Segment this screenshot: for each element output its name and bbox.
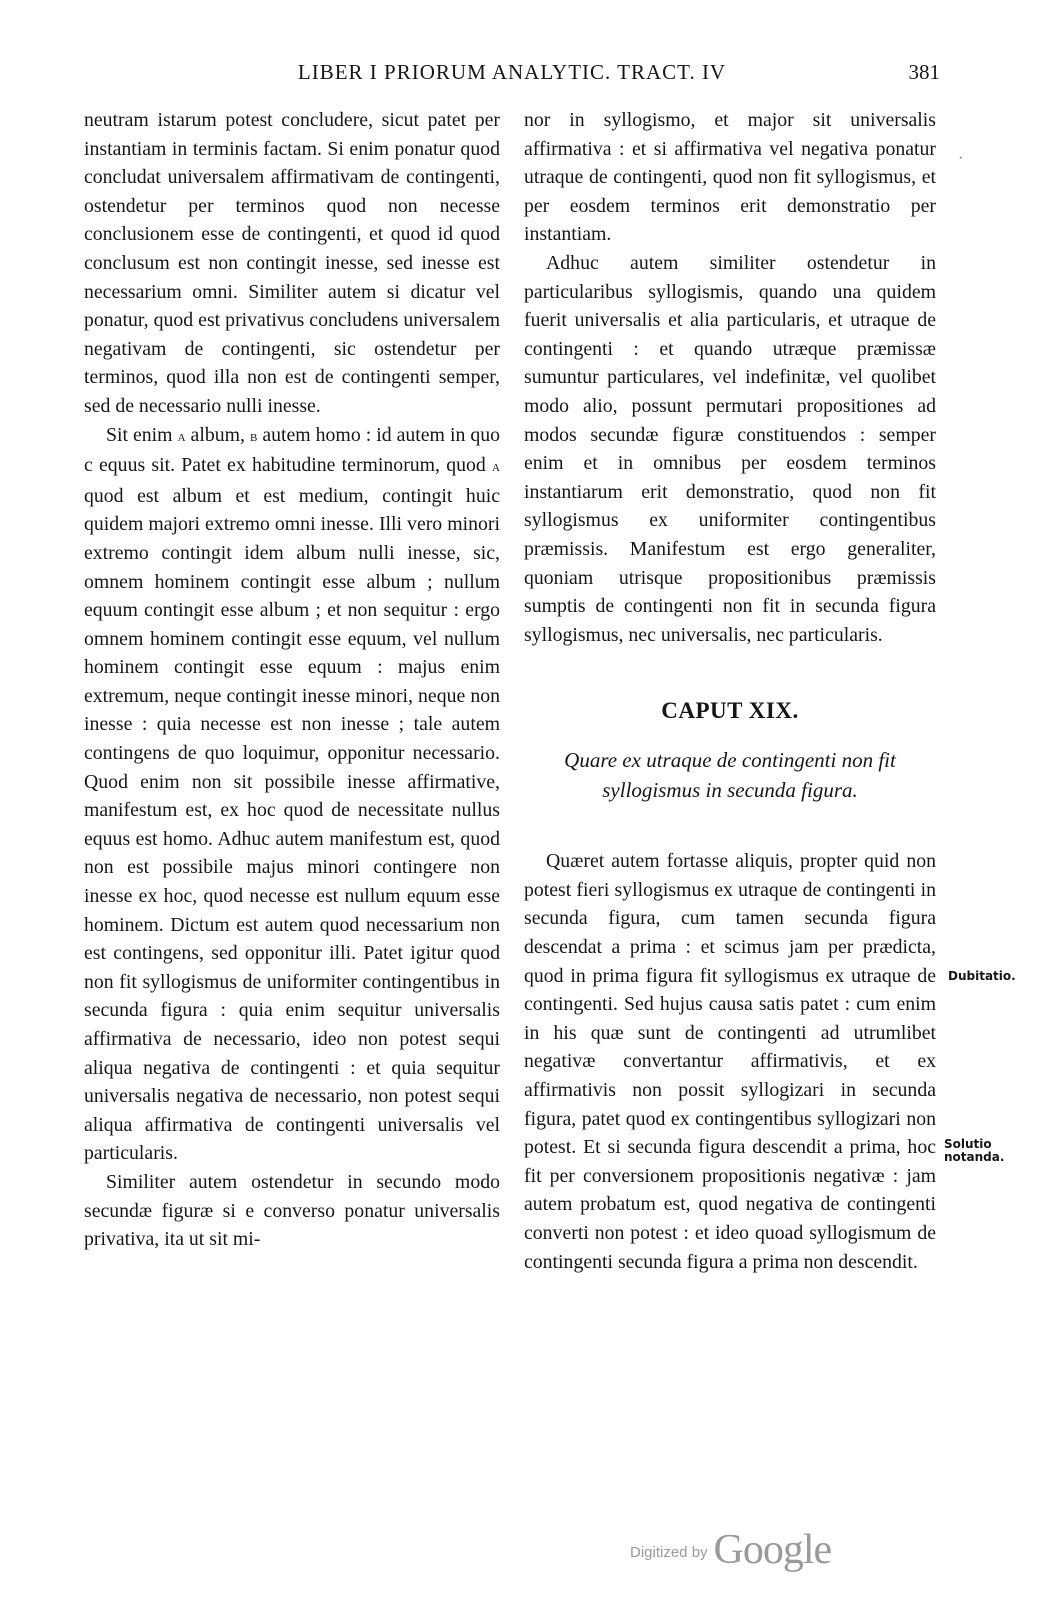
left-paragraph-2-text-c: autem homo : id autem in quo c equus sit. Patet ex habitudine terminorum, quod bbox=[84, 423, 501, 477]
term-a-label-2: a bbox=[492, 458, 500, 476]
right-paragraph-3: Quæret autem fortasse aliquis, propter quid non potest fieri syllogismus ex utraque de contingenti in secunda figura, cum tamen secunda figura descendat a prima : et scimus jam per prædicta, quod in prima figura fit syllogismus ex utraque de contingenti. Sed hujus causa satis patet : cum enim in his quæ sunt de contingenti ad utrumlibet negativæ convertantur affirmativis, et ex affirmativis non possit syllogizari in secunda figura, patet quod ex contingentibus syllogizari non potest. Et si secunda figura descendit a prima, hoc fit per conversionem propositionis negativæ : jam autem probatum est, quod negativa de contingenti converti non potest : et ideo quoad syllogismum de contingenti secunda figura a prima non descendit. bbox=[524, 850, 936, 1273]
page-number: 381 bbox=[908, 60, 940, 84]
stray-mark: · bbox=[958, 150, 964, 167]
right-column bbox=[524, 106, 936, 1276]
watermark-prefix: Digitized by bbox=[630, 1544, 708, 1561]
digitized-watermark bbox=[630, 1526, 831, 1574]
left-paragraph-2-text-d: quod est album et est medium, contingit huic quidem majori extremo omni inesse. Illi vero minori extremo contingit idem album nulli inesse, sic, omnem hominem contingit esse album ; nullum equum contingit esse album ; et non sequitur : ergo omnem hominem contingit esse equum, vel nullum hominem contingit esse equum : majus enim extremum, neque contingit inesse minori, neque non inesse : quia necesse est non inesse ; tale autem contingens de quo loquimur, opponitur necessario. Quod enim non sit possibile inesse affirmative, manifestum est, ex hoc quod de necessitate nullus equus est homo. Adhuc autem manifestum est, quod non est possibile majus minori contingere non inesse ex hoc, quod necesse est nullum equum esse hominem. Dictum est autem quod necessarium non est contingens, sed opponitur illi. Patet igitur quod non fit syllogismus de uniformiter contingentibus in secunda figura : quia enim sequitur universalis affirmativa de necessario, ideo non potest sequi aliqua negativa de contingenti : et quia sequitur universalis negativa de necessario, non potest sequi aliqua affirmativa de contingenti universalis vel particularis. bbox=[84, 484, 500, 1165]
chapter-title: CAPUT XIX. bbox=[661, 698, 799, 724]
right-paragraph-1: nor in syllogismo, et major sit universalis affirmativa : et si affirmativa vel negativa ponatur utraque de contingenti, quod non fit syllogismus, et per eosdem terminos erit demonstratio per instantiam. bbox=[524, 109, 936, 246]
term-b-label: b bbox=[249, 427, 258, 445]
left-paragraph-1: neutram istarum potest concludere, sicut patet per instantiam in terminis factam. Si enim ponatur quod concludat universalem affirmativam de contingenti, ostendetur per terminos quod non necesse conclusionem esse de contingenti, et quod id quod conclusum est non contingit inesse, sed inesse est necessarium omni. Similiter autem si dicatur vel ponatur, quod est privativus concludens universalem negativam de contingenti, sic ostendetur per terminos, quod illa non est de contingenti semper, sed de necessario nulli inesse. bbox=[84, 109, 500, 417]
left-paragraph-2-text-a: Sit enim bbox=[106, 423, 173, 446]
term-a-label: a bbox=[177, 427, 186, 445]
left-paragraph-2-text-b: album, bbox=[190, 423, 245, 446]
chapter-subtitle: Quare ex utraque de contingenti non fit syllogismus in secunda figura. bbox=[564, 748, 896, 803]
google-logo: Google bbox=[713, 1527, 832, 1573]
running-head: LIBER I PRIORUM ANALYTIC. TRACT. IV bbox=[297, 60, 727, 84]
marginal-note-dubitatio: Dubitatio. bbox=[948, 969, 1016, 983]
left-paragraph-3: Similiter autem ostendetur in secundo modo secundæ figuræ si e converso ponatur universalis privativa, ita ut sit mi- bbox=[84, 1170, 500, 1251]
left-column bbox=[84, 106, 500, 1254]
right-paragraph-2: Adhuc autem similiter ostendetur in particularibus syllogismis, quando una quidem fuerit universalis et alia particularis, et utraque de contingenti : et quando utræque præmissæ sumuntur particulares, vel indefinitæ, vel quolibet modo alio, possunt permutari propositiones ad modos secundæ figuræ constituendos : semper enim et in omnibus per eosdem terminos instantiarum erit demonstratio, quod non fit syllogismus ex uniformiter contingentibus præmissis. Manifestum est ergo generaliter, quoniam utrisque propositionibus præmissis sumptis de contingenti non fit in secunda figura syllogismus, nec universalis, nec particularis. bbox=[524, 251, 936, 646]
page-header bbox=[84, 60, 940, 90]
marginal-note-solutio: Solutio notanda. bbox=[944, 1137, 1005, 1164]
left-paragraph-2 bbox=[84, 421, 500, 1168]
